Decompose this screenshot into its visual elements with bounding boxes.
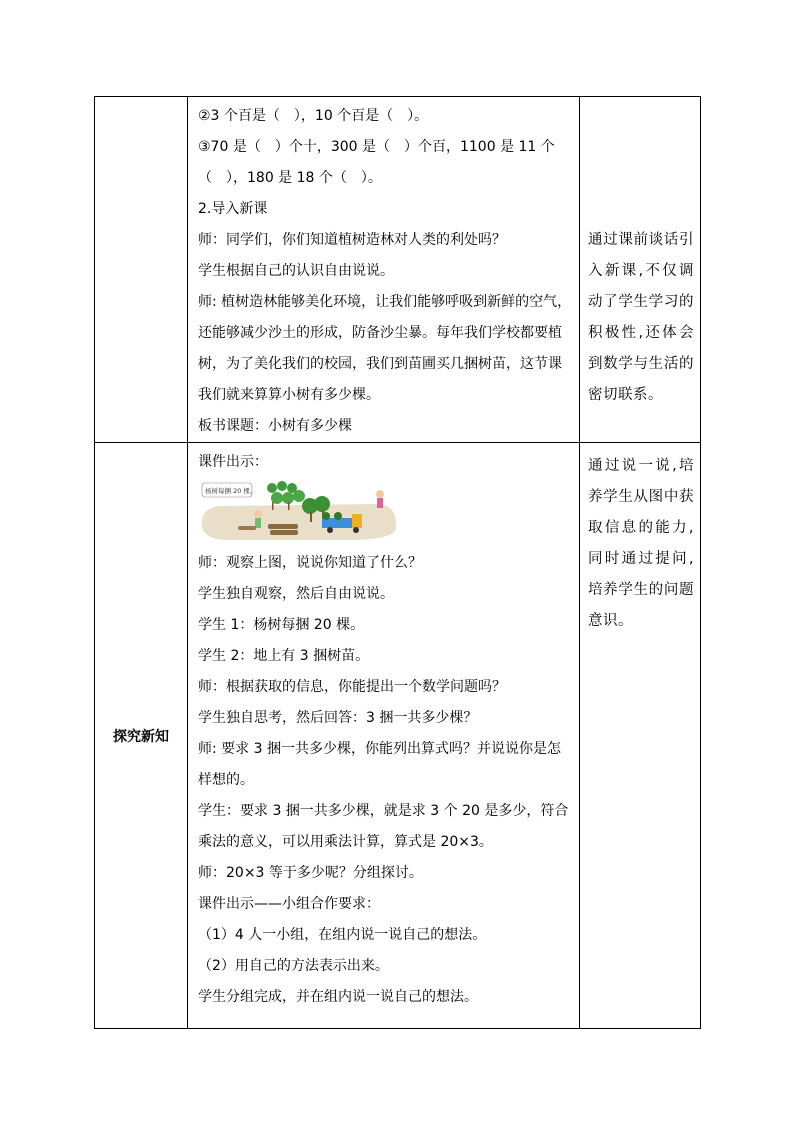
design-note: 通过说一说,培养学生从图中获取信息的能力,同时通过提问,培养学生的问题意识。 bbox=[588, 458, 694, 629]
content-line: 学生独自思考，然后回答：3 捆一共多少棵？ bbox=[198, 710, 478, 726]
lesson-plan-table bbox=[94, 96, 701, 1029]
content-line: 师：根据获取的信息，你能提出一个数学问题吗？ bbox=[198, 679, 506, 695]
content-line: 2.导入新课 bbox=[198, 201, 268, 217]
content-line: 学生：要求 3 捆一共多少棵，就是求 3 个 20 是多少，符合乘法的意义，可以用乘法计算，算式是 20×3。 bbox=[198, 803, 569, 850]
trees-illustration bbox=[198, 480, 398, 542]
content-line: 师：同学们，你们知道植树造林对人类的利处吗？ bbox=[198, 232, 506, 248]
content-line: 学生 1：杨树每捆 20 棵。 bbox=[198, 617, 365, 633]
content-line: 师: 要求 3 捆一共多少棵，你能列出算式吗？并说说你是怎样想的。 bbox=[198, 741, 561, 788]
content-line: 师：观察上图，说说你知道了什么？ bbox=[198, 555, 422, 571]
content-line: 学生独自观察，然后自由说说。 bbox=[198, 586, 394, 602]
design-note: 通过课前谈话引入新课,不仅调动了学生学习的积极性,还体会到数学与生活的密切联系。 bbox=[588, 232, 694, 403]
table-row bbox=[95, 97, 701, 443]
content-line: 课件出示： bbox=[198, 454, 268, 470]
content-cell bbox=[188, 443, 580, 1029]
stage-label: 探究新知 bbox=[95, 443, 188, 1029]
content-line: （1）4 人一小组，在组内说一说自己的想法。 bbox=[198, 927, 487, 943]
stage-label bbox=[95, 97, 188, 443]
content-line: 师: 植树造林能够美化环境，让我们能够呼吸到新鲜的空气，还能够减少沙土的形成，防备沙尘暴。每年我们学校都要植树，为了美化我们的校园，我们到苗圃买几捆树苗，这节课我们就来算算小树有多少棵。 bbox=[198, 294, 572, 403]
content-line: 师：20×3 等于多少呢？分组探讨。 bbox=[198, 865, 423, 881]
content-cell bbox=[188, 97, 580, 443]
note-cell bbox=[580, 97, 701, 443]
note-cell bbox=[580, 443, 701, 1029]
content-line: 课件出示——小组合作要求： bbox=[198, 896, 380, 912]
content-line: 学生根据自己的认识自由说说。 bbox=[198, 263, 394, 279]
image-caption: 杨树每捆 20 棵。 bbox=[205, 487, 257, 495]
content-line: ②3 个百是（ ），10 个百是（ ）。 bbox=[198, 108, 429, 124]
content-line: 板书课题：小树有多少棵 bbox=[198, 418, 352, 434]
table-row bbox=[95, 443, 701, 1029]
content-line: 学生分组完成，并在组内说一说自己的想法。 bbox=[198, 989, 478, 1005]
content-line: ③70 是（ ）个十，300 是（ ）个百，1100 是 11 个（ ），180 是 18 个（ ）。 bbox=[198, 139, 555, 186]
content-line: （2）用自己的方法表示出来。 bbox=[198, 958, 389, 974]
content-line: 学生 2：地上有 3 捆树苗。 bbox=[198, 648, 370, 664]
